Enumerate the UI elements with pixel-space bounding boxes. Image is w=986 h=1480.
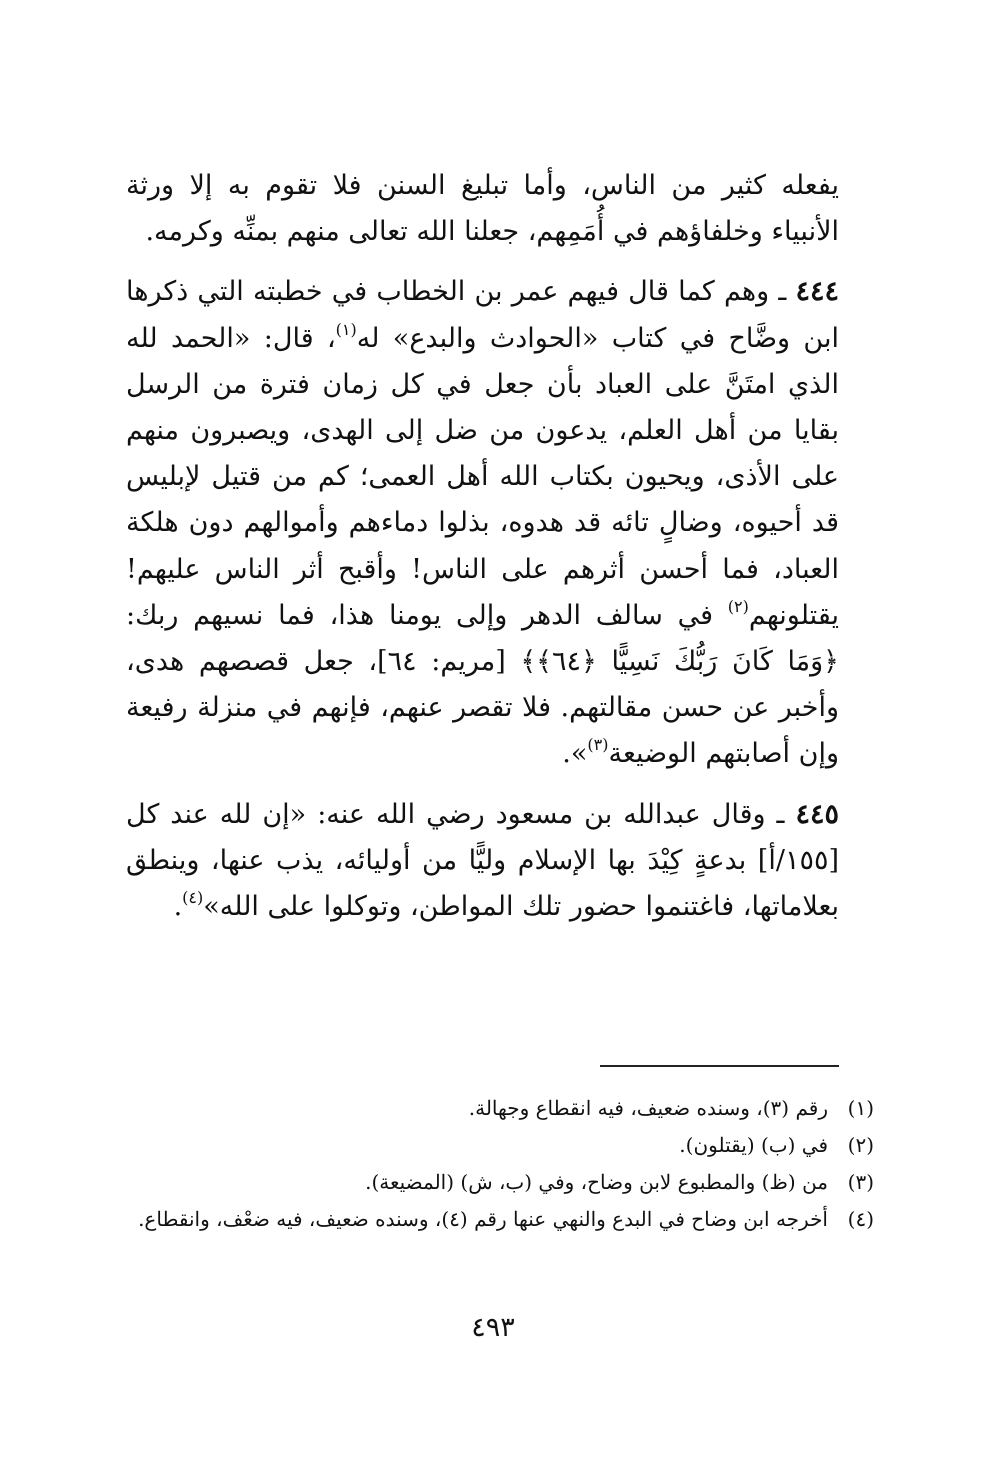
footnote-reference: (٤) [182,888,204,908]
paragraph-text: يفعله كثير من الناس، وأما تبليغ السنن فلا تقوم به إلا ورثة الأنبياء وخلفاؤهم في أُمَمِهم، جعلنا الله تعالى منهم بمنِّه وكرمه. [126,170,839,248]
paragraph-text: . [173,891,183,923]
paragraph-text: في سالف الدهر وإلى يومنا هذا، فما نسيهم ربك: ﴿وَمَا كَانَ رَبُّكَ نَسِيًّا ﴿٦٤﴾﴾ [مريم: ٦٤]، جعل قصصهم هدى، وأخبر عن حسن مقالتهم. فلا تقصر عنهم، فإنهم في منزلة رفيعة وإن أصابتهم الوضيعة [126,599,840,770]
paragraph-text: ، قال: «الحمد لله الذي امتَنَّ على العباد بأن جعل في كل زمان فترة من الرسل بقايا من أهل العلم، يدعون من ضل إلى الهدى، ويصبرون منهم على الأذى، ويحيون بكتاب الله أهل العمى؛ كم من قتيل لإبليس قد أحيوه، وضالٍ تائه قد هدوه، بذلوا دماءهم وأموالهم دون هلكة العباد، فما أحسن أثرهم على الناس! وأقبح أثر الناس عليهم! يقتلونهم [126,322,839,631]
main-text [126,163,839,930]
footnote-separator [600,1065,839,1067]
footnotes [126,1090,874,1238]
paragraph-445 [126,792,839,931]
paragraph-text: ـ وقال عبدالله بن مسعود رضي الله عنه: «إن لله عند كل [١٥٥/أ] بدعةٍ كِيْدَ بها الإسلام وليًّا من أوليائه، يذب عنها، وينطق بعلاماتها، فاغتنموا حضور تلك المواطن، وتوكلوا على الله» [126,798,839,923]
footnote-marker: (٢) [847,1133,874,1157]
footnote-text: أخرجه ابن وضاح في البدع والنهي عنها رقم (٤)، وسنده ضعيف، فيه ضعْف، وانقطاع. [138,1207,828,1231]
paragraph-number: ٤٤٥ [795,798,839,830]
footnote-marker: (٣) [847,1170,874,1194]
page-number: ٤٩٣ [471,1312,515,1343]
footnote-text: رقم (٣)، وسنده ضعيف، فيه انقطاع وجهالة. [468,1096,828,1120]
footnote-reference: (٢) [727,596,749,616]
footnote [126,1164,874,1201]
paragraph-444 [126,269,839,777]
paragraph-text: ». [562,738,588,770]
footnote-marker: (١) [847,1096,874,1120]
paragraph-text: ـ وهم كما قال فيهم عمر بن الخطاب في خطبته التي ذكرها ابن وضَّاح في كتاب «الحوادث والبدع» له [126,276,839,354]
paragraph-continuation [126,163,839,255]
footnote [126,1090,874,1127]
footnote-text: في (ب) (يقتلون). [679,1133,828,1157]
footnote-reference: (٣) [587,735,609,755]
footnote [126,1201,874,1238]
footnote-reference: (١) [335,319,357,339]
footnote-marker: (٤) [847,1207,874,1231]
footnote-text: من (ظ) والمطبوع لابن وضاح، وفي (ب، ش) (المضيعة). [365,1170,828,1194]
paragraph-number: ٤٤٤ [795,276,839,308]
footnote [126,1127,874,1164]
